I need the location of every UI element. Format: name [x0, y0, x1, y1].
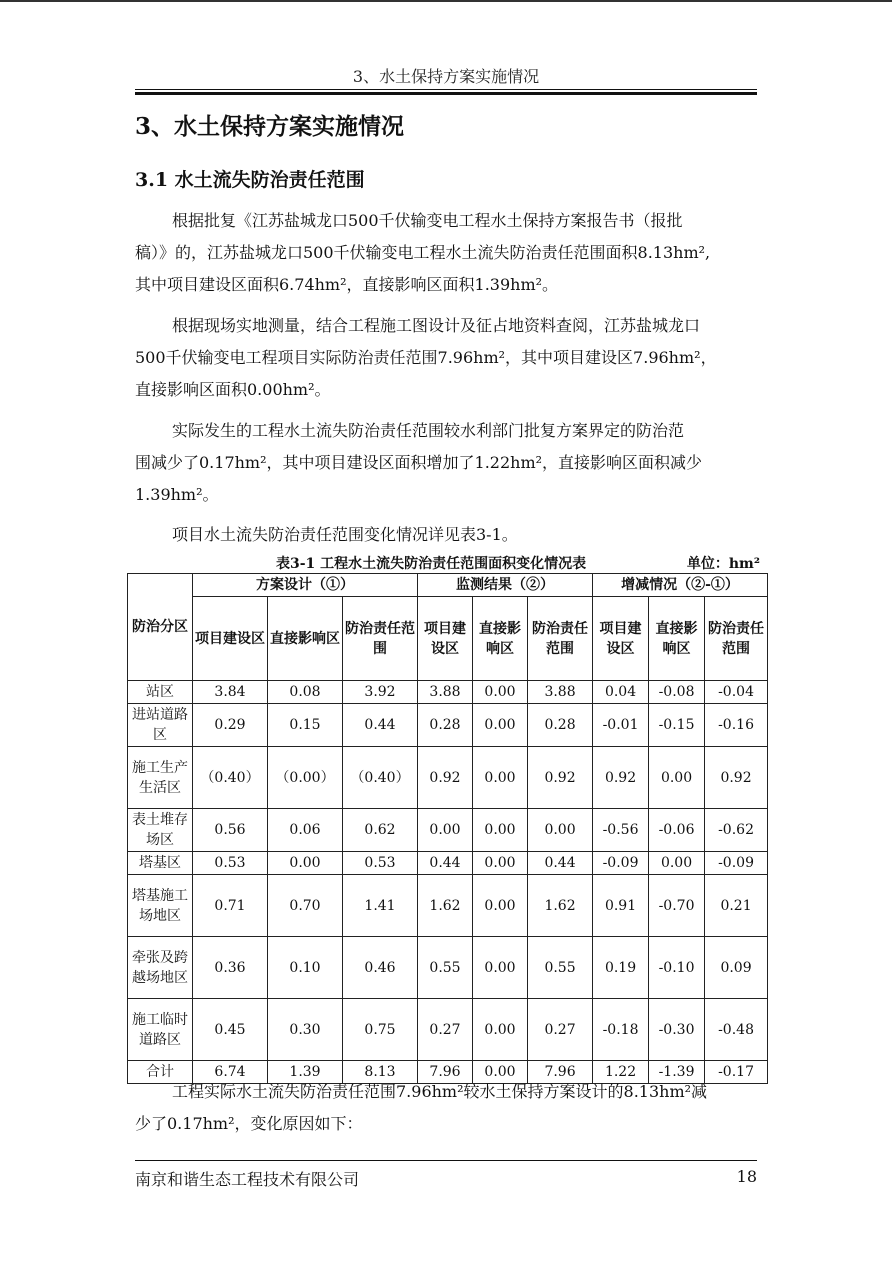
footer-rule	[135, 1160, 757, 1161]
value-cell: 6.74	[193, 1061, 268, 1084]
row-header-cell: 防治分区	[128, 574, 193, 681]
value-cell: 0.62	[343, 809, 418, 852]
paragraph-line: 项目水土流失防治责任范围变化情况详见表3-1。	[172, 525, 518, 544]
page-number: 18	[736, 1167, 757, 1186]
table-row	[128, 704, 768, 747]
paragraph-line: 500千伏输变电工程项目实际防治责任范围7.96hm²，其中项目建设区7.96hm²，	[135, 348, 717, 367]
value-cell: -0.06	[649, 809, 705, 852]
table-caption	[128, 553, 760, 573]
value-cell: 0.56	[193, 809, 268, 852]
value-cell: 0.27	[528, 999, 593, 1061]
zone-name-cell: 进站道路区	[128, 704, 193, 747]
value-cell: -0.09	[593, 852, 649, 875]
paragraph-line: 实际发生的工程水土流失防治责任范围较水利部门批复方案界定的防治范	[172, 421, 685, 440]
group-header-change: 增减情况（②-①）	[593, 574, 768, 597]
table-row	[128, 747, 768, 809]
value-cell: -0.04	[705, 681, 768, 704]
paragraph-line: 少了0.17hm²，变化原因如下：	[135, 1114, 363, 1133]
value-cell: -1.39	[649, 1061, 705, 1084]
running-header: 3、水土保持方案实施情况	[352, 67, 540, 86]
value-cell: 0.27	[418, 999, 473, 1061]
value-cell: 1.62	[528, 875, 593, 937]
value-cell: 0.36	[193, 937, 268, 999]
footer-company: 南京和谐生态工程技术有限公司	[135, 1170, 360, 1189]
value-cell: 0.44	[343, 704, 418, 747]
value-cell: 0.92	[528, 747, 593, 809]
value-cell: -0.30	[649, 999, 705, 1061]
table-caption-title: 表3-1 工程水土流失防治责任范围面积变化情况表	[276, 556, 587, 572]
group-header-monitoring: 监测结果（②）	[418, 574, 593, 597]
subheader-cell: 直接影响区	[649, 597, 705, 681]
paragraph-table-reference	[135, 519, 757, 551]
zone-name-cell: 站区	[128, 681, 193, 704]
group-header-design: 方案设计（①）	[193, 574, 418, 597]
value-cell: 7.96	[528, 1061, 593, 1084]
value-cell: 0.92	[418, 747, 473, 809]
value-cell: 0.00	[649, 747, 705, 809]
value-cell: 0.00	[473, 875, 528, 937]
value-cell: 0.53	[193, 852, 268, 875]
value-cell: 0.71	[193, 875, 268, 937]
value-cell: 0.08	[268, 681, 343, 704]
scope-change-table	[127, 573, 768, 1084]
value-cell: 0.00	[473, 1061, 528, 1084]
value-cell: 0.15	[268, 704, 343, 747]
value-cell: -0.16	[705, 704, 768, 747]
table-body	[128, 681, 768, 1084]
table-row	[128, 875, 768, 937]
value-cell: -0.10	[649, 937, 705, 999]
subheader-cell: 项目建设区	[193, 597, 268, 681]
value-cell: 0.44	[418, 852, 473, 875]
value-cell: 1.22	[593, 1061, 649, 1084]
paragraph-approved-scope	[135, 205, 757, 301]
value-cell: -0.17	[705, 1061, 768, 1084]
value-cell: 3.84	[193, 681, 268, 704]
paragraph-line: 围减少了0.17hm²，其中项目建设区面积增加了1.22hm²，直接影响区面积减少	[135, 453, 703, 472]
zone-name-cell: 牵张及跨越场地区	[128, 937, 193, 999]
paragraph-actual-scope	[135, 310, 757, 406]
value-cell: （0.00）	[268, 747, 343, 809]
paragraph-line: 1.39hm²。	[135, 485, 219, 504]
value-cell: 0.00	[473, 704, 528, 747]
paragraph-line: 工程实际水土流失防治责任范围7.96hm²较水土保持方案设计的8.13hm²减	[172, 1082, 708, 1101]
value-cell: 0.70	[268, 875, 343, 937]
section-title: 3、水土保持方案实施情况	[135, 113, 405, 140]
subsection-title: 3.1 水土流失防治责任范围	[135, 169, 365, 191]
paragraph-line: 直接影响区面积0.00hm²。	[135, 380, 331, 399]
value-cell: 0.04	[593, 681, 649, 704]
subheader-cell: 直接影响区	[473, 597, 528, 681]
value-cell: 1.62	[418, 875, 473, 937]
subheader-cell: 项目建设区	[593, 597, 649, 681]
value-cell: 0.30	[268, 999, 343, 1061]
zone-name-cell: 表土堆存场区	[128, 809, 193, 852]
value-cell: 8.13	[343, 1061, 418, 1084]
table-row	[128, 852, 768, 875]
value-cell: 0.00	[473, 852, 528, 875]
value-cell: -0.70	[649, 875, 705, 937]
table-row	[128, 809, 768, 852]
value-cell: （0.40）	[193, 747, 268, 809]
value-cell: 1.39	[268, 1061, 343, 1084]
value-cell: 0.92	[705, 747, 768, 809]
zone-name-cell: 塔基施工场地区	[128, 875, 193, 937]
zone-name-cell: 施工生产生活区	[128, 747, 193, 809]
value-cell: -0.08	[649, 681, 705, 704]
subheader-cell: 项目建设区	[418, 597, 473, 681]
value-cell: 0.00	[473, 809, 528, 852]
table-unit: 单位：hm²	[686, 556, 760, 572]
value-cell: 0.21	[705, 875, 768, 937]
value-cell: 0.28	[418, 704, 473, 747]
paragraph-line: 根据现场实地测量，结合工程施工图设计及征占地资料查阅，江苏盐城龙口	[172, 316, 701, 335]
table-row	[128, 999, 768, 1061]
subheader-cell: 直接影响区	[268, 597, 343, 681]
value-cell: 0.75	[343, 999, 418, 1061]
value-cell: 0.55	[528, 937, 593, 999]
value-cell: 0.44	[528, 852, 593, 875]
value-cell: 0.09	[705, 937, 768, 999]
value-cell: 0.00	[528, 809, 593, 852]
value-cell: 0.00	[473, 747, 528, 809]
paragraph-line: 根据批复《江苏盐城龙口500千伏输变电工程水土保持方案报告书（报批	[172, 211, 683, 230]
value-cell: 0.06	[268, 809, 343, 852]
table-row	[128, 937, 768, 999]
paragraph-line: 稿）》的，江苏盐城龙口500千伏输变电工程水土流失防治责任范围面积8.13hm²,	[135, 243, 711, 262]
value-cell: 0.29	[193, 704, 268, 747]
value-cell: 0.45	[193, 999, 268, 1061]
zone-name-cell: 施工临时道路区	[128, 999, 193, 1061]
value-cell: 0.00	[473, 937, 528, 999]
value-cell: 7.96	[418, 1061, 473, 1084]
value-cell: 0.19	[593, 937, 649, 999]
value-cell: 0.10	[268, 937, 343, 999]
value-cell: 0.91	[593, 875, 649, 937]
table-row	[128, 681, 768, 704]
value-cell: 0.00	[418, 809, 473, 852]
value-cell: 0.00	[473, 681, 528, 704]
value-cell: 0.00	[649, 852, 705, 875]
header-rule-thick	[135, 92, 757, 95]
page-top-border	[0, 0, 892, 2]
paragraph-change-reason	[135, 1076, 757, 1140]
value-cell: -0.01	[593, 704, 649, 747]
paragraph-scope-change	[135, 415, 757, 511]
value-cell: 0.00	[268, 852, 343, 875]
zone-name-cell: 合计	[128, 1061, 193, 1084]
value-cell: -0.15	[649, 704, 705, 747]
header-rule-thin	[135, 89, 757, 90]
value-cell: -0.09	[705, 852, 768, 875]
value-cell: 3.92	[343, 681, 418, 704]
value-cell: （0.40）	[343, 747, 418, 809]
subheader-cell: 防治责任范围	[705, 597, 768, 681]
zone-name-cell: 塔基区	[128, 852, 193, 875]
value-cell: -0.56	[593, 809, 649, 852]
paragraph-line: 其中项目建设区面积6.74hm²，直接影响区面积1.39hm²。	[135, 275, 559, 294]
value-cell: 0.28	[528, 704, 593, 747]
value-cell: 0.55	[418, 937, 473, 999]
subheader-cell: 防治责任范围	[528, 597, 593, 681]
value-cell: 0.92	[593, 747, 649, 809]
value-cell: -0.18	[593, 999, 649, 1061]
value-cell: 0.53	[343, 852, 418, 875]
subheader-cell: 防治责任范围	[343, 597, 418, 681]
value-cell: -0.62	[705, 809, 768, 852]
value-cell: 3.88	[418, 681, 473, 704]
value-cell: 0.00	[473, 999, 528, 1061]
value-cell: 3.88	[528, 681, 593, 704]
value-cell: 0.46	[343, 937, 418, 999]
value-cell: 1.41	[343, 875, 418, 937]
value-cell: -0.48	[705, 999, 768, 1061]
